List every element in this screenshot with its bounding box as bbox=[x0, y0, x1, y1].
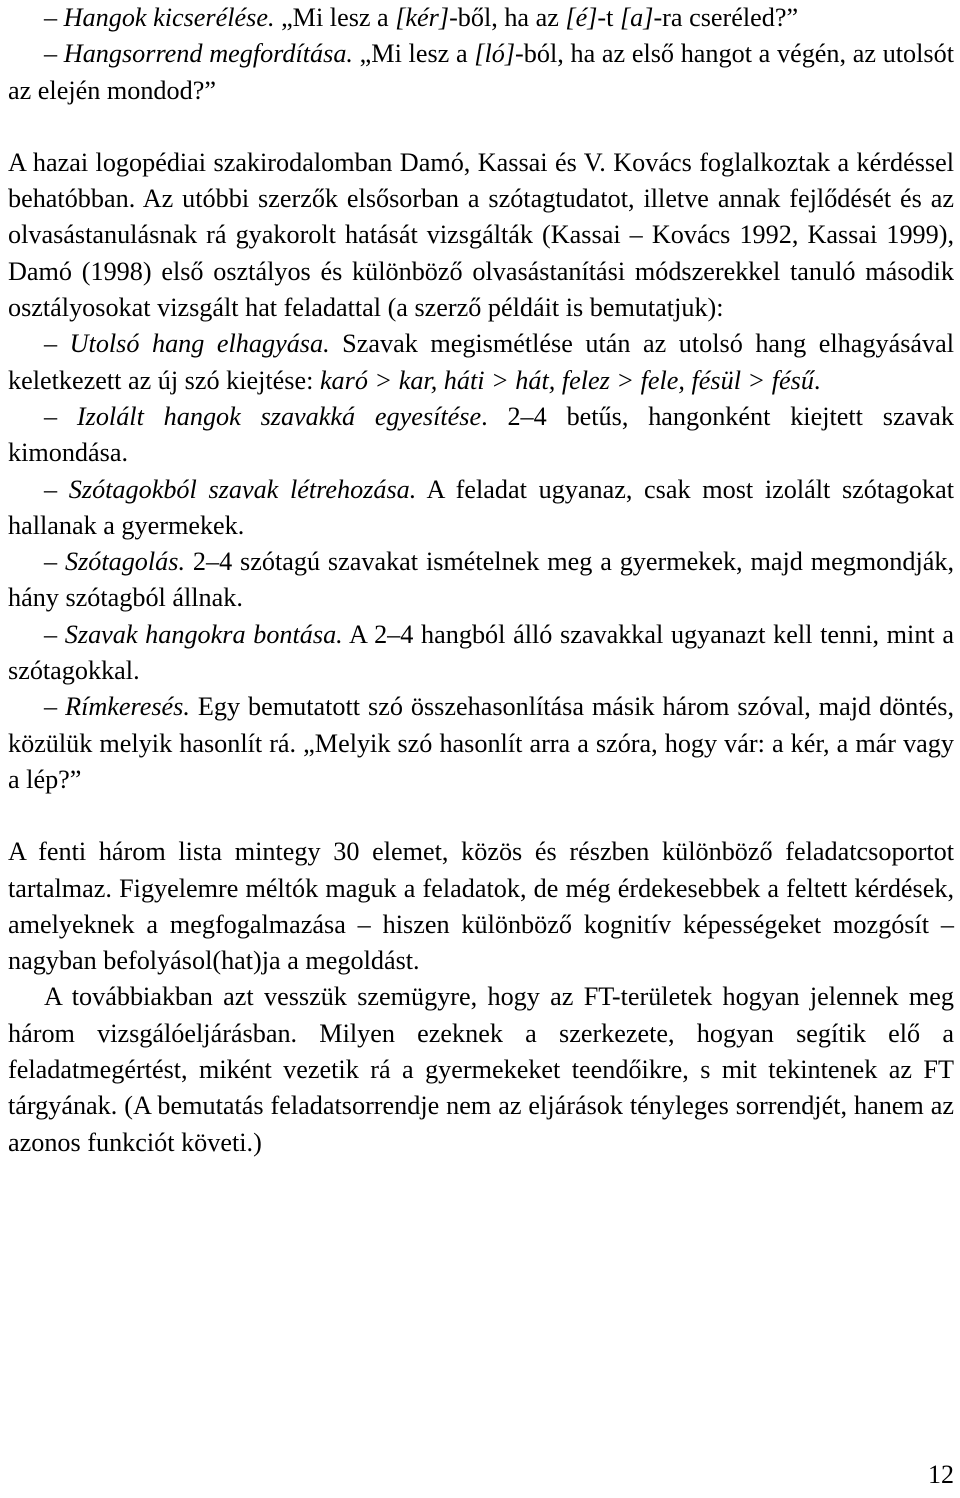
text-run: – bbox=[44, 3, 64, 32]
text-run: . 2–4 betűs, hangonként kiejtett szavak kimondása. bbox=[8, 401, 954, 468]
text-run: . bbox=[813, 365, 821, 395]
text-run: -ra cseréled?” bbox=[653, 3, 799, 32]
text-run: 2–4 szótagú szavakat ismételnek meg a gyermekek, majd megmondják, hány szótagból állnak. bbox=[8, 547, 954, 613]
text-run: A fenti három lista mintegy 30 elemet, közös és részben különböző feladatcsoportot tartalmaz. Figyelemre méltók maguk a feladatok, de még érdekesebbek a feltett kérdések, amelyeknek a megfogalmazása – hiszen különböző kognitív képességeket mozgósít – nagyban befolyásol(hat)ja a megoldást. bbox=[8, 837, 954, 976]
italic-text: Rímkeresés. bbox=[65, 692, 190, 722]
italic-text: [a] bbox=[619, 3, 654, 32]
text-run: A feladat ugyanaz, csak most izolált szótagokat hallanak a gyermekek. bbox=[8, 474, 954, 540]
page-number: 12 bbox=[928, 1460, 954, 1489]
text-run: -ból, ha az első hangot a végén, az utolsót az elején mondod?” bbox=[8, 39, 954, 105]
paragraph bbox=[8, 326, 954, 399]
paragraph bbox=[8, 979, 954, 1160]
paragraph bbox=[8, 689, 954, 798]
text-run: – bbox=[44, 692, 66, 722]
text-run: -ből, ha az bbox=[449, 3, 566, 32]
paragraph bbox=[8, 472, 954, 545]
paragraph-gap bbox=[8, 109, 954, 145]
text-run: Szavak megismétlése után az utolsó hang elhagyásával keletkezett az új szó kiejtése: bbox=[8, 329, 955, 395]
italic-text: [ló] bbox=[474, 39, 516, 69]
text-run: „Mi lesz a bbox=[352, 39, 475, 69]
paragraph bbox=[8, 617, 954, 690]
italic-text: Szótagokból szavak létrehozása. bbox=[68, 474, 417, 504]
italic-text: Izolált hangok szavakká egyesítése bbox=[76, 401, 482, 431]
paragraph bbox=[8, 834, 954, 979]
text-run: – bbox=[44, 547, 65, 577]
text-run: A hazai logopédiai szakirodalomban Damó, Kassai és V. Kovács foglalkoztak a kérdéssel behatóbban. Az utóbbi szerzők elsősorban a szótagtudatot, illetve annak fejlődését és az olvasástanulásnak rá gyakorolt hatását vizsgálták (Kassai – Kovács 1992, Kassai 1999), Damó (1998) első osztályos és különböző olvasástanítási módszerekkel tanuló második osztályosokat vizsgált hat feladattal (a szerző példáit is bemutatjuk): bbox=[8, 147, 954, 323]
paragraph bbox=[8, 0, 954, 36]
italic-text: Szótagolás. bbox=[64, 547, 186, 577]
text-run: „Mi lesz a bbox=[274, 3, 396, 32]
paragraph bbox=[8, 36, 954, 109]
paragraph bbox=[8, 399, 954, 472]
italic-text: [kér] bbox=[395, 3, 450, 32]
text-run: A továbbiakban azt vesszük szemügyre, hogy az FT-területek hogyan jelennek meg három vizsgálóeljárásban. Milyen ezeknek a szerkezete, hogyan segítik elő a feladatmegértést, miként vezetik rá a gyermekeket teendőikre, s mit tekintenek az FT tárgyának. (A bemutatás feladatsorrendje nem az eljárások tényleges sorrendjét, hanem az azonos funkciót követi.) bbox=[8, 982, 954, 1157]
italic-text: [é] bbox=[565, 3, 598, 32]
paragraph-gap bbox=[8, 798, 954, 834]
text-run: – bbox=[44, 401, 77, 431]
text-run: -t bbox=[597, 3, 620, 32]
text-run: – bbox=[44, 619, 65, 649]
text-run: – bbox=[44, 39, 64, 69]
italic-text: Szavak hangokra bontása. bbox=[64, 619, 343, 649]
text-run: – bbox=[44, 474, 69, 504]
text-run: – bbox=[44, 329, 70, 359]
text-run: Egy bemutatott szó összehasonlítása másik három szóval, majd döntés, közülük melyik hasonlít rá. „Melyik szó hasonlít arra a szóra, hogy vár: a kér, a már vagy a lép?” bbox=[8, 692, 955, 794]
italic-text: Hangsorrend megfordítása. bbox=[63, 39, 353, 69]
italic-text: Utolsó hang elhagyása. bbox=[69, 329, 330, 359]
document-body bbox=[8, 0, 954, 1161]
italic-text: karó > kar, háti > hát, felez > fele, fésül > fésű bbox=[319, 365, 814, 395]
text-run: A 2–4 hangból álló szavakkal ugyanazt kell tenni, mint a szótagokkal. bbox=[8, 619, 955, 686]
italic-text: Hangok kicserélése. bbox=[63, 3, 275, 32]
paragraph bbox=[8, 145, 954, 326]
paragraph bbox=[8, 544, 954, 617]
